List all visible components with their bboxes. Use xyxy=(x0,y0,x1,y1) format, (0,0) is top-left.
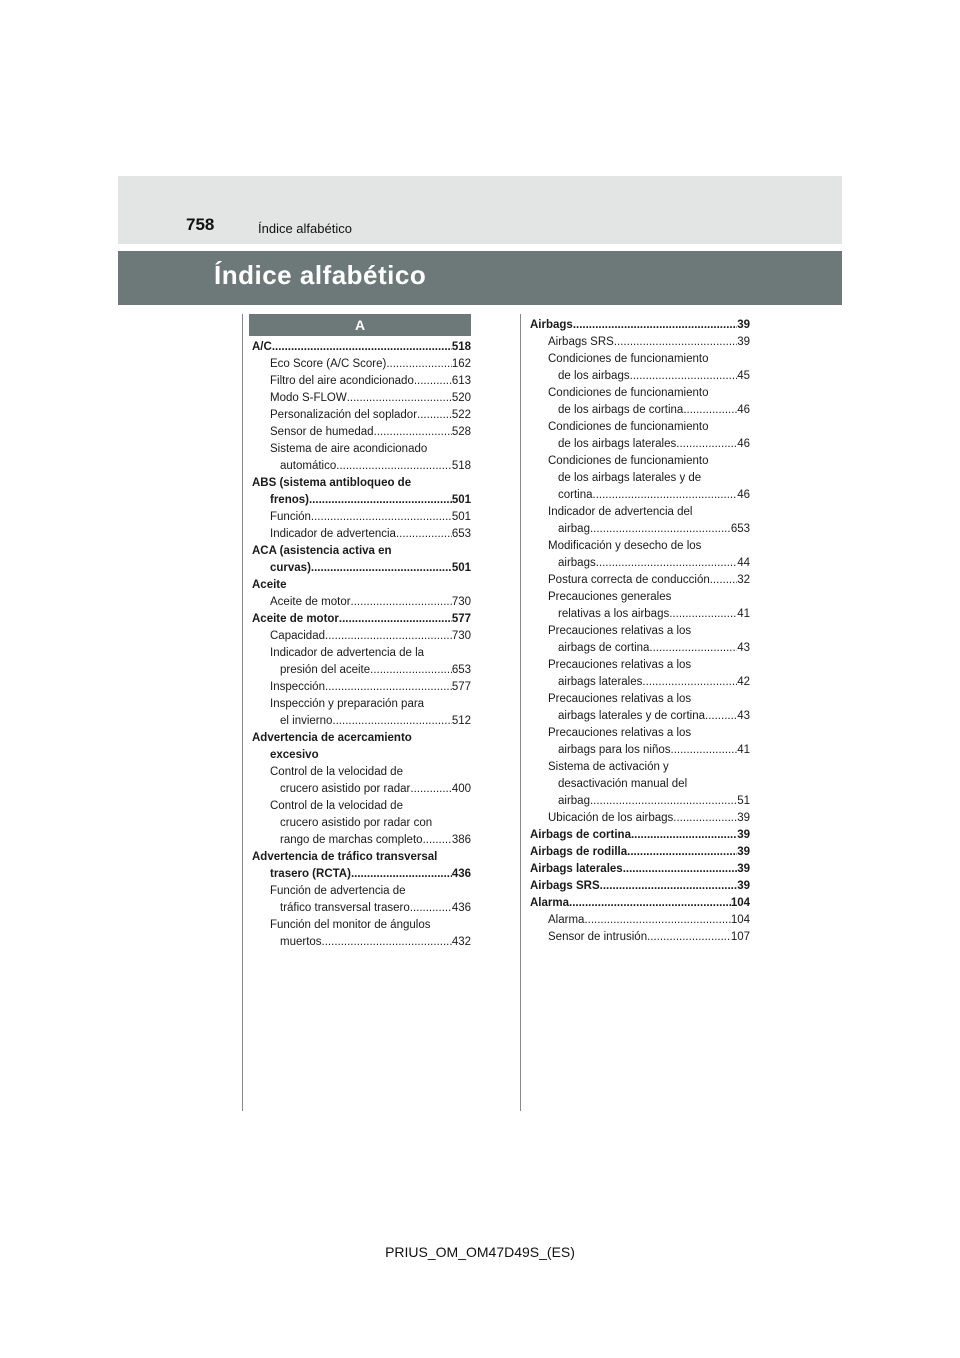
index-entry xyxy=(530,487,750,504)
index-entry-page: 653 xyxy=(451,528,471,540)
index-entry-term: Alarma xyxy=(530,897,569,909)
section-name: Índice alfabético xyxy=(258,221,352,236)
index-entry xyxy=(530,929,750,946)
index-entry-page: 436 xyxy=(451,868,471,880)
index-entry xyxy=(252,730,471,747)
index-entry xyxy=(530,538,750,555)
index-entry-term: excesivo xyxy=(270,749,319,761)
index-entry-term: Advertencia de acercamiento xyxy=(252,732,412,744)
index-entry-term: Precauciones relativas a los xyxy=(548,727,692,739)
dot-leader xyxy=(642,674,737,691)
dot-leader xyxy=(417,407,452,424)
index-column-right xyxy=(530,317,750,946)
page-number: 758 xyxy=(186,215,215,234)
index-entry xyxy=(252,849,471,866)
index-entry-term: airbags de cortina xyxy=(558,642,650,654)
dot-leader xyxy=(590,521,731,538)
index-entry-term: desactivación manual del xyxy=(558,778,688,790)
index-entry xyxy=(530,708,750,725)
document-code: PRIUS_OM_OM47D49S_(ES) xyxy=(385,1244,575,1260)
index-entry-page: 512 xyxy=(451,715,471,727)
index-entry-page: 39 xyxy=(737,812,750,824)
index-entry xyxy=(252,339,471,356)
index-entry xyxy=(530,674,750,691)
index-entry-page: 46 xyxy=(737,438,750,450)
index-entry xyxy=(252,934,471,951)
index-entry-page: 528 xyxy=(451,426,471,438)
index-entry-term: A/C xyxy=(252,341,272,353)
index-entry-term: Sensor de humedad xyxy=(270,426,374,438)
dot-leader xyxy=(623,861,738,878)
index-entry-page: 501 xyxy=(451,494,471,506)
index-entry-term: airbag xyxy=(558,795,590,807)
dot-leader xyxy=(614,334,737,351)
dot-leader xyxy=(647,929,731,946)
index-entry-page: 39 xyxy=(737,863,750,875)
index-entry-term: Precauciones relativas a los xyxy=(548,625,692,637)
dot-leader xyxy=(593,487,738,504)
index-entry xyxy=(530,861,750,878)
header-band xyxy=(118,176,842,244)
dot-leader xyxy=(683,402,737,419)
index-entry xyxy=(252,373,471,390)
dot-leader xyxy=(410,781,451,798)
index-entry-term: rango de marchas completo xyxy=(280,834,423,846)
index-entry xyxy=(252,815,471,832)
index-entry-page: 51 xyxy=(737,795,750,807)
dot-leader xyxy=(347,390,452,407)
index-entry-term: Ubicación de los airbags xyxy=(548,812,674,824)
dot-leader xyxy=(669,606,737,623)
index-entry-term: Inspección xyxy=(270,681,325,693)
index-entry-term: Aceite de motor xyxy=(252,613,339,625)
index-entry-page: 520 xyxy=(451,392,471,404)
dot-leader xyxy=(332,713,451,730)
index-entry xyxy=(252,458,471,475)
index-entry xyxy=(530,470,750,487)
index-entry-term: de los airbags laterales y de xyxy=(558,472,702,484)
index-entry-term: Filtro del aire acondicionado xyxy=(270,375,414,387)
dot-leader xyxy=(325,628,452,645)
index-entry xyxy=(530,589,750,606)
index-entry xyxy=(252,356,471,373)
dot-leader xyxy=(351,594,452,611)
index-entry-page: 43 xyxy=(737,710,750,722)
index-entry-page: 104 xyxy=(730,897,750,909)
index-entry xyxy=(252,747,471,764)
index-entry xyxy=(530,402,750,419)
dot-leader xyxy=(414,373,452,390)
index-entry-page: 432 xyxy=(451,936,471,948)
dot-leader xyxy=(339,611,452,628)
index-entry-page: 501 xyxy=(451,562,471,574)
index-entry-term: frenos) xyxy=(270,494,309,506)
index-entry xyxy=(530,351,750,368)
dot-leader xyxy=(325,679,452,696)
index-entry-term: Modo S-FLOW xyxy=(270,392,347,404)
dot-leader xyxy=(322,934,452,951)
index-entry-page: 501 xyxy=(451,511,471,523)
index-entry-page: 436 xyxy=(451,902,471,914)
index-entry-term: Advertencia de tráfico transversal xyxy=(252,851,438,863)
index-entry xyxy=(252,662,471,679)
index-entry-term: airbags para los niños xyxy=(558,744,671,756)
index-entry-term: Airbags SRS xyxy=(548,336,614,348)
index-entry xyxy=(252,390,471,407)
index-entry-page: 577 xyxy=(451,681,471,693)
dot-leader xyxy=(705,708,737,725)
index-entry-term: Airbags de cortina xyxy=(530,829,631,841)
index-entry-term: Alarma xyxy=(548,914,585,926)
dot-leader xyxy=(671,742,738,759)
index-entry xyxy=(252,577,471,594)
index-entry-page: 39 xyxy=(737,880,750,892)
dot-leader xyxy=(311,560,452,577)
dot-leader xyxy=(569,895,731,912)
index-entry xyxy=(530,453,750,470)
left-divider xyxy=(242,314,243,1111)
index-entry xyxy=(530,334,750,351)
index-entry-page: 522 xyxy=(451,409,471,421)
index-entry-term: Sistema de aire acondicionado xyxy=(270,443,428,455)
index-entry xyxy=(252,594,471,611)
index-entry xyxy=(530,878,750,895)
index-entry-page: 400 xyxy=(451,783,471,795)
index-entry xyxy=(530,521,750,538)
index-entry xyxy=(530,725,750,742)
dot-leader xyxy=(649,640,737,657)
index-entry-term: crucero asistido por radar con xyxy=(280,817,433,829)
index-entry-page: 39 xyxy=(737,846,750,858)
middle-divider xyxy=(520,314,521,1111)
index-entry-page: 577 xyxy=(451,613,471,625)
index-entry xyxy=(252,611,471,628)
dot-leader xyxy=(309,492,452,509)
dot-leader xyxy=(370,662,452,679)
index-entry-term: Airbags de rodilla xyxy=(530,846,628,858)
index-entry xyxy=(252,917,471,934)
dot-leader xyxy=(311,509,452,526)
index-entry xyxy=(252,628,471,645)
index-entry xyxy=(252,764,471,781)
index-entry xyxy=(252,560,471,577)
dot-leader xyxy=(386,356,451,373)
index-entry-page: 41 xyxy=(737,744,750,756)
index-entry-term: de los airbags xyxy=(558,370,630,382)
index-entry xyxy=(252,713,471,730)
index-entry-term: de los airbags de cortina xyxy=(558,404,684,416)
index-entry-term: Eco Score (A/C Score) xyxy=(270,358,387,370)
dot-leader xyxy=(336,458,452,475)
index-entry-term: Condiciones de funcionamiento xyxy=(548,353,709,365)
index-entry-page: 39 xyxy=(737,829,750,841)
index-entry xyxy=(252,492,471,509)
index-entry-term: Airbags SRS xyxy=(530,880,600,892)
index-entry-term: Sistema de activación y xyxy=(548,761,669,773)
index-entry xyxy=(530,810,750,827)
index-entry-page: 42 xyxy=(737,676,750,688)
index-entry-term: Condiciones de funcionamiento xyxy=(548,455,709,467)
index-entry xyxy=(530,895,750,912)
index-entry-page: 162 xyxy=(451,358,471,370)
index-entry-page: 45 xyxy=(737,370,750,382)
index-entry-page: 46 xyxy=(737,404,750,416)
index-entry xyxy=(530,606,750,623)
index-entry xyxy=(252,679,471,696)
dot-leader xyxy=(710,572,737,589)
index-entry-page: 518 xyxy=(451,341,471,353)
index-entry-term: el invierno xyxy=(280,715,333,727)
dot-leader xyxy=(673,810,737,827)
dot-leader xyxy=(396,526,452,543)
index-entry-term: Precauciones generales xyxy=(548,591,672,603)
index-entry xyxy=(530,572,750,589)
index-entry-term: Indicador de advertencia del xyxy=(548,506,693,518)
index-entry-page: 653 xyxy=(451,664,471,676)
index-entry-term: relativas a los airbags xyxy=(558,608,670,620)
index-entry-page: 386 xyxy=(451,834,471,846)
index-entry-term: airbags laterales xyxy=(558,676,643,688)
index-entry-page: 104 xyxy=(730,914,750,926)
index-entry-term: Control de la velocidad de xyxy=(270,800,403,812)
letter-section-header: A xyxy=(249,314,471,336)
index-entry-term: Precauciones relativas a los xyxy=(548,659,692,671)
dot-leader xyxy=(590,793,737,810)
index-entry xyxy=(252,645,471,662)
index-entry xyxy=(530,912,750,929)
index-entry-term: automático xyxy=(280,460,337,472)
index-entry-term: Modificación y desecho de los xyxy=(548,540,702,552)
index-column-left xyxy=(252,339,471,951)
index-entry xyxy=(530,317,750,334)
dot-leader xyxy=(410,900,452,917)
index-entry xyxy=(252,866,471,883)
index-entry-term: Sensor de intrusión xyxy=(548,931,648,943)
index-entry-term: Aceite de motor xyxy=(270,596,351,608)
index-entry-term: Personalización del soplador xyxy=(270,409,418,421)
index-entry xyxy=(530,504,750,521)
index-entry-term: Función del monitor de ángulos xyxy=(270,919,431,931)
dot-leader xyxy=(351,866,452,883)
index-entry xyxy=(252,424,471,441)
index-entry-term: Control de la velocidad de xyxy=(270,766,403,778)
index-entry xyxy=(252,441,471,458)
index-entry-page: 46 xyxy=(737,489,750,501)
index-entry-term: de los airbags laterales xyxy=(558,438,677,450)
index-entry xyxy=(530,742,750,759)
index-entry-term: Aceite xyxy=(252,579,287,591)
dot-leader xyxy=(423,832,452,849)
index-entry xyxy=(530,776,750,793)
index-entry-page: 32 xyxy=(737,574,750,586)
index-entry-term: presión del aceite xyxy=(280,664,371,676)
index-entry xyxy=(530,640,750,657)
dot-leader xyxy=(630,368,738,385)
index-entry-term: Inspección y preparación para xyxy=(270,698,425,710)
index-entry-term: airbags laterales y de cortina xyxy=(558,710,706,722)
index-entry xyxy=(530,827,750,844)
index-entry-term: Precauciones relativas a los xyxy=(548,693,692,705)
index-entry-term: tráfico transversal trasero xyxy=(280,902,410,914)
index-entry-page: 730 xyxy=(451,630,471,642)
index-entry-term: Función de advertencia de xyxy=(270,885,406,897)
index-entry-term: Indicador de advertencia xyxy=(270,528,396,540)
index-entry xyxy=(530,385,750,402)
dot-leader xyxy=(676,436,737,453)
index-entry-term: Condiciones de funcionamiento xyxy=(548,387,709,399)
index-entry-term: ACA (asistencia activa en xyxy=(252,545,392,557)
index-entry-term: cortina xyxy=(558,489,593,501)
page-title: Índice alfabético xyxy=(214,260,427,290)
index-entry xyxy=(252,475,471,492)
dot-leader xyxy=(596,555,737,572)
index-entry-page: 43 xyxy=(737,642,750,654)
index-entry-term: Airbags laterales xyxy=(530,863,623,875)
dot-leader xyxy=(272,339,452,356)
index-entry-page: 730 xyxy=(451,596,471,608)
index-entry xyxy=(252,832,471,849)
index-entry xyxy=(252,798,471,815)
index-entry-term: Condiciones de funcionamiento xyxy=(548,421,709,433)
index-entry xyxy=(530,436,750,453)
index-entry-page: 518 xyxy=(451,460,471,472)
index-entry xyxy=(530,759,750,776)
index-entry-term: curvas) xyxy=(270,562,311,574)
index-entry xyxy=(252,543,471,560)
index-entry-term: crucero asistido por radar xyxy=(280,783,411,795)
index-entry xyxy=(252,509,471,526)
index-entry xyxy=(252,696,471,713)
index-entry-term: trasero (RCTA) xyxy=(270,868,351,880)
index-entry xyxy=(530,657,750,674)
index-entry xyxy=(530,623,750,640)
index-entry-page: 41 xyxy=(737,608,750,620)
index-entry-term: airbags xyxy=(558,557,596,569)
index-entry xyxy=(530,419,750,436)
index-entry-page: 39 xyxy=(737,319,750,331)
index-entry xyxy=(530,555,750,572)
index-entry-term: Capacidad xyxy=(270,630,325,642)
index-entry xyxy=(252,526,471,543)
dot-leader xyxy=(631,827,737,844)
index-entry-page: 613 xyxy=(451,375,471,387)
index-entry xyxy=(252,900,471,917)
index-entry-page: 107 xyxy=(730,931,750,943)
index-entry xyxy=(252,407,471,424)
index-entry xyxy=(530,844,750,861)
index-entry-page: 653 xyxy=(730,523,750,535)
index-entry xyxy=(530,368,750,385)
index-entry-page: 39 xyxy=(737,336,750,348)
dot-leader xyxy=(600,878,738,895)
index-entry xyxy=(530,793,750,810)
dot-leader xyxy=(573,317,737,334)
index-entry xyxy=(252,883,471,900)
index-entry-term: airbag xyxy=(558,523,590,535)
index-entry-term: Indicador de advertencia de la xyxy=(270,647,425,659)
index-entry-term: ABS (sistema antibloqueo de xyxy=(252,477,412,489)
dot-leader xyxy=(374,424,452,441)
dot-leader xyxy=(584,912,730,929)
index-entry-term: Función xyxy=(270,511,311,523)
index-entry-term: muertos xyxy=(280,936,322,948)
index-entry xyxy=(252,781,471,798)
dot-leader xyxy=(627,844,737,861)
index-entry xyxy=(530,691,750,708)
index-entry-term: Postura correcta de conducción xyxy=(548,574,710,586)
index-entry-page: 44 xyxy=(737,557,750,569)
index-entry-term: Airbags xyxy=(530,319,573,331)
